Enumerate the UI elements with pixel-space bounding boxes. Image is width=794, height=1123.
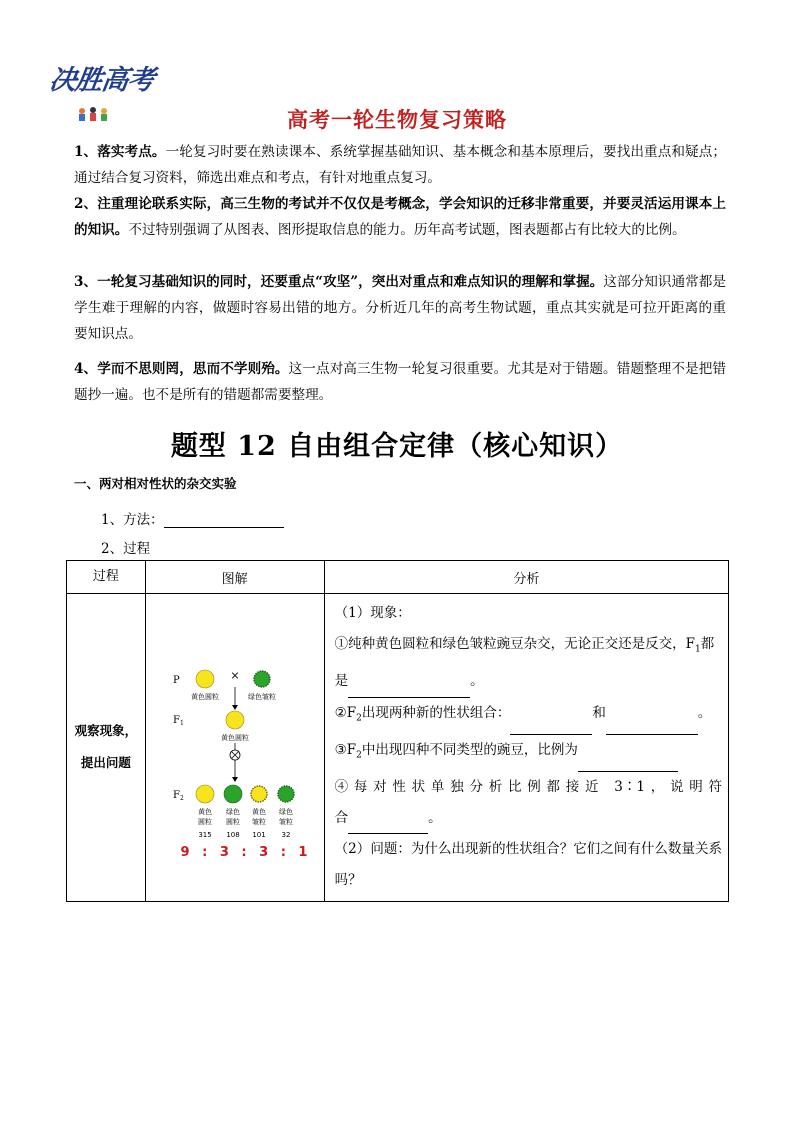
strategy-4	[74, 356, 726, 408]
f2-green-round-seed-icon	[224, 785, 242, 803]
new-combination-2-blank[interactable]	[606, 720, 698, 735]
item-method	[101, 508, 284, 528]
f2-count-4: 32	[281, 831, 291, 840]
f1-arrow-head-icon	[232, 777, 238, 782]
process-table	[66, 560, 729, 902]
analysis-1-tail: 都	[700, 636, 715, 653]
row-label-line2: 提出问题	[80, 755, 131, 771]
strategy-1-lead: 1、落实考点。	[74, 144, 166, 160]
logo-text: 决胜高考	[47, 65, 156, 96]
analysis-1-line2-suffix: 。	[470, 673, 484, 690]
diagram-cell	[145, 594, 324, 902]
f2-count-2: 108	[225, 831, 240, 840]
f2-yellow-wrinkled-seed-icon	[251, 786, 267, 802]
p-label: P	[172, 675, 180, 687]
page-title: 高考一轮生物复习策略	[287, 108, 507, 132]
f1-yellow-round-seed-icon	[226, 711, 244, 729]
ratio-blank[interactable]	[578, 757, 678, 772]
strategy-1-body: 一轮复习时要在熟读课本、系统掌握基础知识、基本概念和基本原理后，要找出重点和疑点；通过结合复习资料，筛选出难点和考点，有针对地重点复习。	[74, 144, 726, 186]
f2-label-2a: 绿色	[225, 808, 240, 817]
analysis-1	[335, 629, 722, 666]
dihybrid-cross-diagram	[146, 607, 324, 887]
analysis-3-prefix: ③F	[334, 741, 357, 758]
f2-green-wrinkled-seed-icon	[278, 786, 294, 802]
section-title: 题型 12 自由组合定律（核心知识）	[170, 431, 624, 462]
f2-ratio: 9 : 3 : 3 : 1	[180, 845, 312, 861]
question: （2）问题：为什么出现新的性状组合？它们之间有什么数量关系吗？	[334, 841, 722, 889]
analysis-2-sub: 2	[356, 713, 362, 724]
analysis-1-line2	[335, 666, 722, 697]
f2-label-4b: 皱粒	[278, 818, 293, 827]
analysis-3	[335, 735, 722, 772]
analysis-cell	[324, 594, 728, 902]
f2-label-3b: 皱粒	[251, 818, 266, 827]
f2-label-1a: 黄色	[197, 808, 212, 817]
analysis-4-line2-suffix: 。	[428, 809, 442, 826]
phenomenon-label: （1）现象：	[334, 605, 411, 621]
f2-label-3a: 黄色	[251, 808, 266, 817]
strategy-4-lead: 4、学而不思则罔，思而不学则殆。	[74, 361, 289, 377]
f2-count-1: 315	[197, 831, 212, 840]
p-left-label: 黄色圆粒	[190, 693, 219, 702]
strategy-2	[74, 191, 726, 243]
analysis-4: ④每对性状单独分析比例都接近 3∶1，说明符	[334, 778, 722, 795]
f2-count-3: 101	[251, 831, 266, 840]
strategy-1	[74, 139, 726, 191]
strategy-3-lead: 3、一轮复习基础知识的同时，还要重点“攻坚”，突出对重点和难点知识的理解和掌握。	[74, 274, 604, 290]
cross-symbol: ×	[230, 669, 240, 683]
row-label	[67, 594, 146, 902]
p-yellow-round-seed-icon	[196, 670, 214, 688]
analysis-4-line2-prefix: 合	[334, 809, 349, 826]
analysis-2-prefix: ②F	[334, 704, 357, 721]
f1-phenotype-blank[interactable]	[348, 683, 470, 698]
f1-label: $F_1$	[172, 715, 184, 728]
analysis-1-sub: 1	[695, 644, 701, 655]
analysis-2-end: 。	[697, 704, 712, 721]
analysis-3-text: 中出现四种不同类型的豌豆，比例为	[361, 741, 578, 758]
f2-label-1b: 圆粒	[197, 818, 212, 827]
law-blank[interactable]	[348, 819, 428, 834]
table-header-row	[67, 561, 729, 594]
method-blank[interactable]	[164, 513, 284, 528]
analysis-1-text: ①纯种黄色圆粒和绿色皱粒豌豆杂交，无论正交还是反交，F	[334, 636, 696, 653]
strategy-4-body: 这一点对高三生物一轮复习很重要。尤其是对于错题。错题整理不是把错题抄一遍。也不是所有的错题都需要整理。	[74, 361, 726, 403]
strategy-3	[74, 269, 726, 347]
strategy-2-body: 不过特别强调了从图表、图形提取信息的能力。历年高考试题，图表题都占有比较大的比例。	[128, 222, 686, 238]
analysis-4-line2	[335, 803, 722, 834]
table-row	[67, 594, 729, 902]
analysis-2	[335, 698, 722, 735]
new-combination-1-blank[interactable]	[510, 720, 592, 735]
item-process: 2、过程	[101, 541, 151, 557]
item-method-label: 1、方法：	[101, 512, 164, 528]
f2-label-4a: 绿色	[278, 808, 293, 817]
strategy-3-body: 这部分知识通常都是学生难于理解的内容，做题时容易出错的地方。分析近几年的高考生物试题，重点其实就是可拉开距离的重要知识点。	[74, 274, 726, 342]
header-diagram: 图解	[145, 561, 324, 594]
f2-yellow-round-seed-icon	[196, 785, 214, 803]
f2-label-2b: 圆粒	[225, 818, 240, 827]
strategy-2-lead: 2、注重理论联系实际，高三生物的考试并不仅仅是考概念，学会知识的迁移非常重要，并要灵活运用课本上的知识。	[74, 196, 726, 238]
row-label-line1: 观察现象，	[74, 723, 138, 739]
analysis-2-text: 出现两种新的性状组合：	[361, 704, 511, 721]
f1-seed-label: 黄色圆粒	[220, 734, 249, 743]
heading-two-trait-cross: 一、两对相对性状的杂交实验	[74, 476, 237, 491]
p-arrow-head-icon	[232, 705, 238, 710]
header-analysis: 分析	[324, 561, 728, 594]
p-green-wrinkled-seed-icon	[254, 671, 270, 687]
analysis-3-sub: 2	[356, 750, 362, 761]
p-right-label: 绿色皱粒	[247, 693, 276, 702]
analysis-1-line2-prefix: 是	[334, 673, 349, 690]
analysis-2-mid: 和	[592, 704, 606, 721]
header-process: 过程	[67, 561, 146, 594]
f2-label: $F_2$	[172, 790, 184, 803]
